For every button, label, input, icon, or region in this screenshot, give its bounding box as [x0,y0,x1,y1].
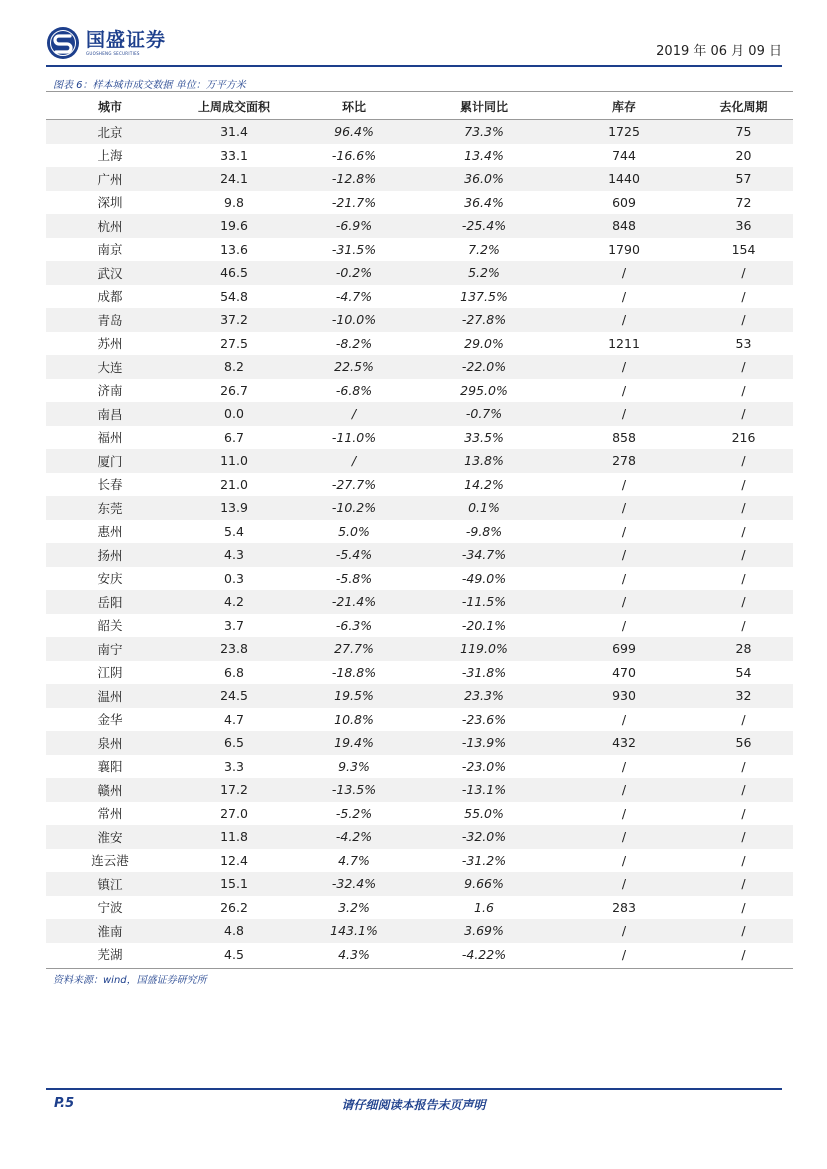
table-row [46,590,793,614]
table-row [46,449,793,473]
cell-city: 北京 [46,120,174,144]
cell-destocking-period: / [694,261,793,285]
footer-divider [46,1088,782,1090]
table-row [46,308,793,332]
report-date: 2019 年 06 月 09 日 [656,44,782,59]
cell-city: 广州 [46,167,174,191]
table-row [46,120,793,144]
cell-wow: -18.8% [331,664,377,680]
cell-wow: -4.2% [294,825,414,849]
cell-wow: 5.0% [338,523,370,539]
cell-last-week-area: 26.7 [220,382,248,398]
cell-inventory: 278 [554,449,694,473]
cell-destocking-period: / [741,852,746,868]
cell-wow: 9.3% [338,758,370,774]
cell-wow: 22.5% [294,355,414,379]
page-header [46,24,782,64]
cell-destocking-period: 154 [731,241,756,257]
cell-ytd-yoy: 137.5% [460,288,508,304]
table-body [46,120,793,967]
cell-inventory: 858 [612,429,636,445]
cell-wow: -10.2% [294,496,414,520]
cell-inventory: / [621,382,627,398]
cell-last-week-area: 8.2 [174,355,294,379]
cell-city: 岳阳 [46,590,174,614]
cell-inventory: 1440 [554,167,694,191]
cell-ytd-yoy: -31.2% [461,852,507,868]
company-logo [46,26,166,60]
cell-city: 南昌 [46,402,174,426]
cell-city: 惠州 [97,524,123,540]
cell-wow: 96.4% [294,120,414,144]
cell-wow: 4.7% [338,852,370,868]
cell-last-week-area: 5.4 [224,523,244,539]
cell-ytd-yoy: 36.0% [414,167,554,191]
cell-last-week-area: 27.0 [220,805,248,821]
cell-last-week-area: 37.2 [174,308,294,332]
cell-city: 苏州 [97,336,123,352]
table-row [46,943,793,967]
table-row [46,849,793,873]
cell-city: 东莞 [46,496,174,520]
cell-ytd-yoy: 33.5% [464,429,504,445]
cell-inventory: / [621,570,627,586]
cell-city: 武汉 [46,261,174,285]
table-row [46,919,793,943]
cell-city: 芜湖 [97,947,123,963]
page-number: P.5 [54,1096,75,1111]
footer-disclaimer: 请仔细阅读本报告末页声明 [341,1098,486,1112]
cell-destocking-period: / [741,758,746,774]
cell-destocking-period: / [741,476,746,492]
cell-city: 安庆 [97,571,123,587]
cell-city: 江阴 [97,665,123,681]
cell-inventory: / [554,919,694,943]
cell-ytd-yoy: 1.6 [474,899,494,915]
cell-ytd-yoy: 7.2% [468,241,500,257]
cell-ytd-yoy: -23.0% [461,758,507,774]
cell-ytd-yoy: -31.8% [461,664,507,680]
cell-ytd-yoy: -9.8% [465,523,503,539]
cell-city: 济南 [97,383,123,399]
cell-last-week-area: 46.5 [174,261,294,285]
cell-city: 襄阳 [97,759,123,775]
cell-destocking-period: / [741,382,746,398]
cell-destocking-period: / [741,805,746,821]
cell-last-week-area: 11.0 [174,449,294,473]
cell-ytd-yoy: -22.0% [414,355,554,379]
cell-city: 宁波 [97,900,123,916]
cell-destocking-period: 54 [735,664,752,680]
table-bottom-divider [46,968,793,969]
table-row [46,731,793,755]
logo-chinese-name: 国盛证券 [86,29,167,51]
cell-ytd-yoy: 5.2% [414,261,554,285]
cell-destocking-period: / [741,523,746,539]
cell-inventory: / [554,261,694,285]
cell-inventory: 1725 [554,120,694,144]
cell-city: 镇江 [46,872,174,896]
table-row [46,872,793,896]
cell-city: 上海 [97,148,123,164]
cell-inventory: / [554,543,694,567]
cell-ytd-yoy: 36.4% [464,194,504,210]
cell-destocking-period: / [694,355,793,379]
table-row [46,661,793,685]
cell-inventory: / [621,617,627,633]
table-row [46,426,793,450]
cell-ytd-yoy: -13.9% [414,731,554,755]
cell-destocking-period: / [694,308,793,332]
cell-ytd-yoy: -49.0% [461,570,507,586]
cell-last-week-area: 4.2 [174,590,294,614]
cell-wow: -32.4% [294,872,414,896]
cell-ytd-yoy: 55.0% [464,805,504,821]
cell-ytd-yoy: 29.0% [464,335,504,351]
cell-last-week-area: 27.5 [220,335,248,351]
table-row [46,755,793,779]
table-row [46,261,793,285]
cell-last-week-area: 54.8 [220,288,248,304]
cell-last-week-area: 24.1 [174,167,294,191]
cell-inventory: 609 [612,194,636,210]
cell-wow: -6.8% [335,382,373,398]
cell-inventory: / [621,711,627,727]
cell-inventory: / [554,402,694,426]
cell-wow: / [294,402,414,426]
cell-wow: -27.7% [331,476,377,492]
cell-destocking-period: 57 [694,167,793,191]
table-row [46,332,793,356]
cell-wow: -0.2% [294,261,414,285]
cell-inventory: / [554,872,694,896]
cell-last-week-area: 26.2 [220,899,248,915]
data-source-note: 资料来源：wind，国盛证券研究所 [53,975,207,986]
table-row [46,567,793,591]
cell-city: 赣州 [46,778,174,802]
cell-wow: 10.8% [334,711,374,727]
cell-destocking-period: 20 [735,147,752,163]
cell-inventory: / [621,476,627,492]
table-row [46,144,793,168]
cell-wow: -21.4% [294,590,414,614]
cell-destocking-period: / [694,919,793,943]
cell-ytd-yoy: -20.1% [461,617,507,633]
table-row [46,402,793,426]
cell-city: 大连 [46,355,174,379]
cell-ytd-yoy: 13.8% [414,449,554,473]
column-header-last-week-area: 上周成交面积 [174,94,294,120]
cell-city: 福州 [97,430,123,446]
cell-last-week-area: 15.1 [174,872,294,896]
cell-wow: 4.3% [338,946,370,962]
cell-inventory: 283 [612,899,636,915]
cell-destocking-period: 72 [735,194,752,210]
cell-inventory: / [554,778,694,802]
cell-city: 常州 [97,806,123,822]
cell-last-week-area: 9.8 [224,194,244,210]
cell-inventory: 848 [554,214,694,238]
cell-wow: 3.2% [338,899,370,915]
cell-inventory: 699 [554,637,694,661]
table-row [46,802,793,826]
cell-destocking-period: / [694,872,793,896]
cell-city: 南京 [97,242,123,258]
cell-last-week-area: 4.8 [174,919,294,943]
table-row [46,684,793,708]
cell-ytd-yoy: -13.1% [414,778,554,802]
table-header-row [46,94,793,120]
cell-destocking-period: / [741,570,746,586]
cell-city: 温州 [46,684,174,708]
cell-inventory: 1790 [608,241,640,257]
table-row [46,520,793,544]
cell-ytd-yoy: 0.1% [414,496,554,520]
cell-wow: -8.2% [335,335,373,351]
cell-inventory: 470 [612,664,636,680]
cell-wow: -12.8% [294,167,414,191]
table-caption: 图表 6：样本城市成交数据 单位：万平方米 [53,80,246,91]
cell-destocking-period: / [694,590,793,614]
cell-last-week-area: 33.1 [220,147,248,163]
table-row [46,473,793,497]
table-row [46,496,793,520]
table-row [46,825,793,849]
cell-destocking-period: / [741,288,746,304]
table-row [46,637,793,661]
cell-destocking-period: / [694,825,793,849]
table-row [46,214,793,238]
cell-last-week-area: 3.7 [224,617,244,633]
cell-city: 淮安 [46,825,174,849]
cell-city: 青岛 [46,308,174,332]
cell-last-week-area: 17.2 [174,778,294,802]
header-divider [46,65,782,67]
cell-wow: 27.7% [294,637,414,661]
cell-destocking-period: 216 [731,429,756,445]
logo-english-name: GUOSHENG SECURITIES [86,51,140,56]
table-row [46,708,793,732]
cell-ytd-yoy: 295.0% [460,382,508,398]
cell-inventory: / [621,523,627,539]
cell-wow: / [294,449,414,473]
cell-last-week-area: 6.7 [224,429,244,445]
cell-ytd-yoy: -0.7% [414,402,554,426]
cell-ytd-yoy: 119.0% [414,637,554,661]
cell-destocking-period: 28 [694,637,793,661]
column-header-wow: 环比 [294,94,414,120]
cell-city: 韶关 [97,618,123,634]
city-transaction-table [46,94,793,966]
table-row [46,238,793,262]
cell-last-week-area: 19.6 [174,214,294,238]
cell-ytd-yoy: -4.22% [461,946,507,962]
cell-ytd-yoy: 9.66% [414,872,554,896]
cell-ytd-yoy: -25.4% [414,214,554,238]
cell-destocking-period: / [741,617,746,633]
cell-wow: -5.2% [335,805,373,821]
cell-inventory: / [621,805,627,821]
cell-destocking-period: 36 [694,214,793,238]
table-row [46,614,793,638]
cell-wow: -5.4% [294,543,414,567]
cell-last-week-area: 23.8 [174,637,294,661]
table-row [46,167,793,191]
cell-inventory: / [554,590,694,614]
cell-last-week-area: 31.4 [174,120,294,144]
cell-last-week-area: 13.9 [174,496,294,520]
cell-ytd-yoy: -23.6% [461,711,507,727]
cell-wow: -10.0% [294,308,414,332]
column-header-city: 城市 [46,94,174,120]
cell-city: 泉州 [46,731,174,755]
cell-last-week-area: 4.5 [224,946,244,962]
cell-inventory: / [621,288,627,304]
cell-last-week-area: 12.4 [220,852,248,868]
cell-ytd-yoy: 14.2% [464,476,504,492]
cell-inventory: / [621,852,627,868]
cell-last-week-area: 24.5 [174,684,294,708]
table-row [46,778,793,802]
cell-inventory: / [554,496,694,520]
cell-destocking-period: / [694,449,793,473]
column-header-destocking-period: 去化周期 [694,94,793,120]
cell-inventory: 1211 [608,335,640,351]
cell-inventory: / [621,758,627,774]
cell-destocking-period: 53 [735,335,752,351]
cell-last-week-area: 13.6 [220,241,248,257]
cell-wow: -6.9% [294,214,414,238]
cell-wow: 143.1% [294,919,414,943]
cell-wow: -6.3% [335,617,373,633]
cell-city: 金华 [97,712,123,728]
cell-ytd-yoy: 13.4% [464,147,504,163]
cell-city: 杭州 [46,214,174,238]
cell-destocking-period: / [694,496,793,520]
cell-city: 长春 [97,477,123,493]
cell-destocking-period: 56 [694,731,793,755]
cell-destocking-period: / [741,946,746,962]
table-row [46,896,793,920]
cell-destocking-period: / [741,711,746,727]
cell-inventory: / [621,946,627,962]
guosheng-logo-icon [46,26,80,60]
cell-city: 南宁 [46,637,174,661]
cell-ytd-yoy: -27.8% [414,308,554,332]
cell-destocking-period: / [694,402,793,426]
cell-wow: -21.7% [331,194,377,210]
cell-ytd-yoy: 3.69% [414,919,554,943]
table-row [46,355,793,379]
cell-wow: 19.4% [294,731,414,755]
cell-city: 扬州 [46,543,174,567]
table-row [46,543,793,567]
cell-destocking-period: / [694,543,793,567]
cell-last-week-area: 11.8 [174,825,294,849]
cell-last-week-area: 6.8 [224,664,244,680]
cell-last-week-area: 4.7 [224,711,244,727]
cell-wow: -5.8% [335,570,373,586]
cell-inventory: 744 [612,147,636,163]
cell-wow: -4.7% [335,288,373,304]
column-header-ytd-yoy: 累计同比 [414,94,554,120]
cell-inventory: / [554,355,694,379]
cell-inventory: / [554,825,694,849]
cell-last-week-area: 0.3 [224,570,244,586]
cell-destocking-period: 75 [694,120,793,144]
cell-ytd-yoy: 23.3% [414,684,554,708]
cell-destocking-period: / [741,899,746,915]
cell-wow: -31.5% [331,241,377,257]
cell-last-week-area: 21.0 [220,476,248,492]
column-header-inventory: 库存 [554,94,694,120]
cell-last-week-area: 6.5 [174,731,294,755]
cell-inventory: 432 [554,731,694,755]
cell-city: 深圳 [97,195,123,211]
cell-city: 厦门 [46,449,174,473]
table-row [46,191,793,215]
cell-wow: -16.6% [331,147,377,163]
cell-ytd-yoy: -34.7% [414,543,554,567]
cell-inventory: / [554,308,694,332]
cell-wow: -13.5% [294,778,414,802]
cell-destocking-period: 32 [694,684,793,708]
cell-wow: 19.5% [294,684,414,708]
cell-last-week-area: 0.0 [174,402,294,426]
cell-last-week-area: 4.3 [174,543,294,567]
cell-city: 淮南 [46,919,174,943]
cell-ytd-yoy: -32.0% [414,825,554,849]
cell-city: 连云港 [91,853,129,869]
cell-destocking-period: / [694,778,793,802]
cell-wow: -11.0% [331,429,377,445]
cell-last-week-area: 3.3 [224,758,244,774]
cell-ytd-yoy: -11.5% [414,590,554,614]
table-row [46,285,793,309]
cell-city: 成都 [97,289,123,305]
cell-inventory: 930 [554,684,694,708]
cell-ytd-yoy: 73.3% [414,120,554,144]
table-row [46,379,793,403]
caption-divider [46,91,793,92]
